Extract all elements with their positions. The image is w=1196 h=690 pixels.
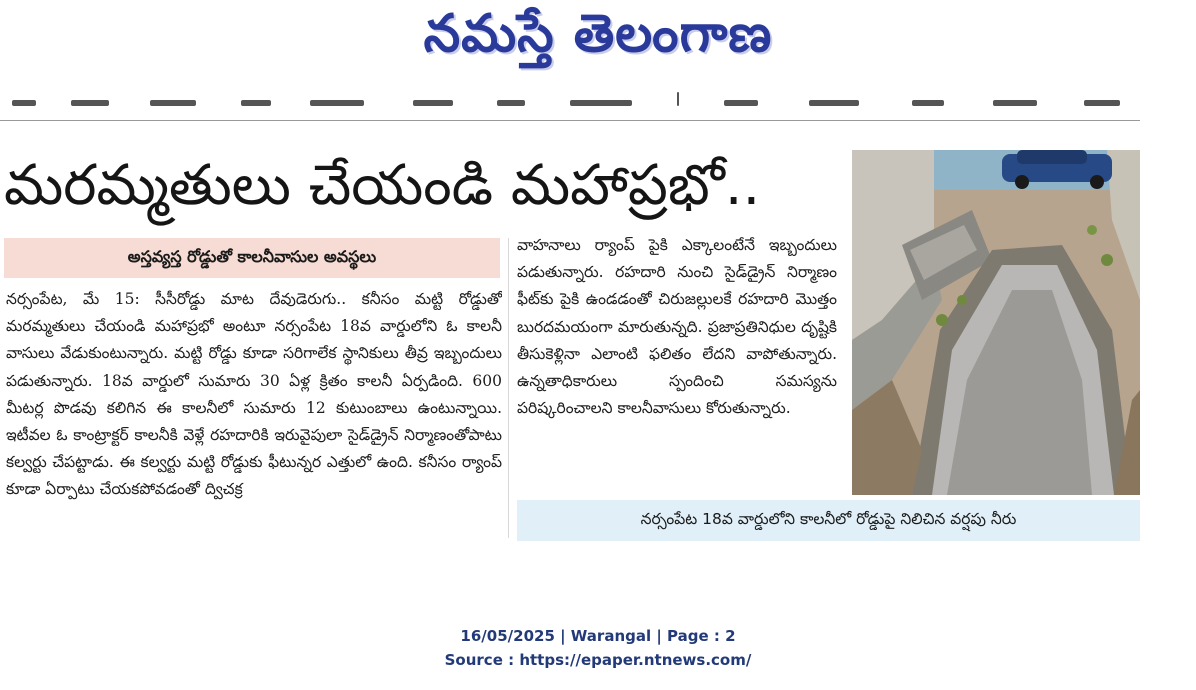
article-headline: మరమ్మతులు చేయండి మహాప్రభో.. (4, 153, 761, 218)
clipped-text-strip (0, 90, 1140, 108)
article-photo (852, 150, 1140, 495)
photo-caption (517, 500, 1140, 541)
photo-caption-text: నర్సంపేట 18వ వార్డులోని కాలనీలో రోడ్డుపై నిలిచిన వర్షపు నీరు (640, 509, 1017, 528)
column-divider (508, 238, 509, 538)
masthead-title: నమస్తే తెలంగాణ (423, 3, 773, 64)
top-rule (0, 120, 1140, 121)
left-column-text: నర్సంపేట, మే 15: సీసీరోడ్డు మాట దేవుడెరుగు.. కనీసం మట్టి రోడ్డుతో మరమ్మతులు చేయండి మహాప్రభో అంటూ నర్సంపేట 18వ వార్డులోని ఓ కాలనీ వాసులు వేడుకుంటున్నారు. మట్టి రోడ్డు కూడా సరిగాలేక స్థానికులు తీవ్ర ఇబ్బందులు పడుతున్నారు. 18వ వార్డులో సుమారు 30 ఏళ్ల క్రితం కాలనీ ఏర్పడింది. 600 మీటర్ల పొడవు కలిగిన ఈ కాలనీలో సుమారు 12 కుటుంబాలు ఉంటున్నాయి. ఇటీవల ఓ కాంట్రాక్టర్ కాలనీకి వెళ్లే రహదారికి ఇరువైపులా సైడ్‌డ్రైన్ నిర్మాణంతోపాటు కల్వర్టు చేపట్టాడు. ఈ కల్వర్టు మట్టి రోడ్డుకు ఫీటున్నర ఎత్తులో ఉంది. కనీసం ర్యాంప్ కూడా ఏర్పాటు చేయకపోవడంతో ద్విచక్ర (6, 290, 502, 499)
article-body-right-column (517, 232, 837, 487)
article-subheadline (4, 238, 500, 278)
newspaper-masthead (0, 0, 1196, 80)
footer-source: Source : https://epaper.ntnews.com/ (444, 651, 752, 669)
subheadline-text: అస్తవ్యస్త రోడ్డుతో కాలనీవాసుల అవస్థలు (127, 246, 377, 266)
footer-edition-info: 16/05/2025 | Warangal | Page : 2 (460, 627, 736, 645)
article-body-left-column (6, 286, 502, 548)
right-column-text: వాహనాలు ర్యాంప్ పైకి ఎక్కాలంటేనే ఇబ్బందులు పడుతున్నారు. రహదారి నుంచి సైడ్‌డ్రైన్ నిర్మాణం ఫీట్‌కు పైకి ఉండడంతో చిరుజల్లులకే రహదారి మొత్తం బురదమయంగా మారుతున్నది. ప్రజాప్రతినిధుల దృష్టికి తీసుకెళ్లినా ఎలాంటి ఫలితం లేదని వాపోతున్నారు. ఉన్నతాధికారులు స్పందించి సమస్యను పరిష్కరించాలని కాలనీవాసులు కోరుతున్నారు. (517, 236, 837, 418)
